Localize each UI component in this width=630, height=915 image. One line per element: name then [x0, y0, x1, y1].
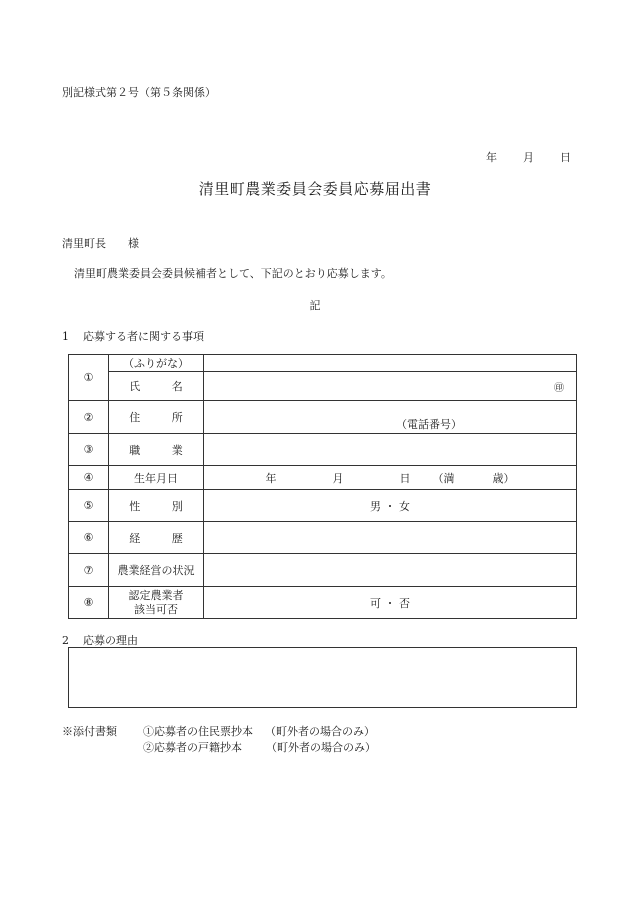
- certified-farmer-options[interactable]: 可 ・ 否: [204, 587, 577, 619]
- table-row-farm-status: [69, 554, 577, 587]
- section-2-title: 応募の理由: [83, 634, 138, 647]
- name-field[interactable]: [204, 372, 577, 401]
- row-number: ⑦: [69, 554, 109, 587]
- table-row-name: [69, 372, 577, 401]
- sex-label: 性 別: [109, 490, 204, 522]
- row-number: ③: [69, 434, 109, 466]
- date-month-label: 月: [523, 151, 534, 164]
- career-label: 経 歴: [109, 522, 204, 554]
- row-number: ④: [69, 466, 109, 490]
- birth-day-label: 日: [399, 471, 411, 485]
- row-number: ①: [69, 355, 109, 401]
- section-1-number: 1: [62, 330, 69, 343]
- table-row-career: [69, 522, 577, 554]
- age-open-label: （満: [432, 471, 455, 485]
- table-row-birthdate: [69, 466, 577, 490]
- addressee-honorific: 様: [128, 237, 139, 250]
- attachment-text: ①応募者の住民票抄本: [143, 725, 253, 738]
- certified-farmer-label: [109, 587, 204, 619]
- row-number: ⑤: [69, 490, 109, 522]
- address-label: 住 所: [109, 401, 204, 434]
- attachment-note: （町外者の場合のみ）: [266, 741, 376, 754]
- date-day-label: 日: [560, 151, 571, 164]
- birth-year-label: 年: [265, 471, 277, 485]
- row-number: ⑧: [69, 587, 109, 619]
- table-row-name-kana: [69, 355, 577, 372]
- section-1-heading: [62, 328, 204, 344]
- farm-status-field[interactable]: [204, 554, 577, 587]
- certified-farmer-label-line1: 認定農業者: [128, 588, 184, 602]
- seal-mark: ㊞: [554, 382, 564, 394]
- birth-month-label: 月: [332, 471, 344, 485]
- attachment-text: ②応募者の戸籍抄本: [143, 741, 242, 754]
- row-number: ⑥: [69, 522, 109, 554]
- career-field[interactable]: [204, 522, 577, 554]
- certified-farmer-label-line2: 該当可否: [134, 602, 178, 616]
- name-label: 氏 名: [109, 372, 204, 401]
- row-number: ②: [69, 401, 109, 434]
- intro-text: 清里町農業委員会委員候補者として、下記のとおり応募します。: [74, 267, 392, 280]
- addressee-name: 清里町長: [62, 237, 106, 250]
- occupation-field[interactable]: [204, 434, 577, 466]
- table-row-certified-farmer: [69, 587, 577, 619]
- address-field[interactable]: [204, 401, 577, 434]
- birthdate-field[interactable]: [204, 466, 577, 490]
- document-title: 清里町農業委員会委員応募届出書: [198, 180, 432, 198]
- attachment-note: （町外者の場合のみ）: [265, 725, 375, 738]
- furigana-label: （ふりがな）: [109, 355, 204, 372]
- form-reference: 別記様式第２号（第５条関係）: [62, 86, 216, 99]
- furigana-field[interactable]: [204, 355, 577, 372]
- table-row-occupation: [69, 434, 577, 466]
- attachments-heading: ※添付書類: [62, 725, 117, 738]
- applicant-table: [68, 354, 577, 619]
- attachment-item: [143, 723, 375, 739]
- birthdate-label: 生年月日: [109, 466, 204, 490]
- sex-options[interactable]: 男 ・ 女: [204, 490, 577, 522]
- reason-field[interactable]: [68, 647, 577, 708]
- ki-heading: 記: [309, 299, 321, 312]
- table-row-address: [69, 401, 577, 434]
- section-1-title: 応募する者に関する事項: [83, 330, 204, 343]
- farm-status-label: 農業経営の状況: [109, 554, 204, 587]
- section-2-heading: [62, 632, 138, 648]
- date-year-label: 年: [486, 151, 497, 164]
- submission-date: [486, 149, 571, 165]
- addressee: [62, 235, 139, 251]
- occupation-label: 職 業: [109, 434, 204, 466]
- age-close-label: 歳）: [492, 471, 515, 485]
- attachment-item: [143, 739, 376, 755]
- phone-label: （電話番号）: [396, 418, 462, 431]
- section-2-number: 2: [62, 634, 69, 647]
- table-row-sex: [69, 490, 577, 522]
